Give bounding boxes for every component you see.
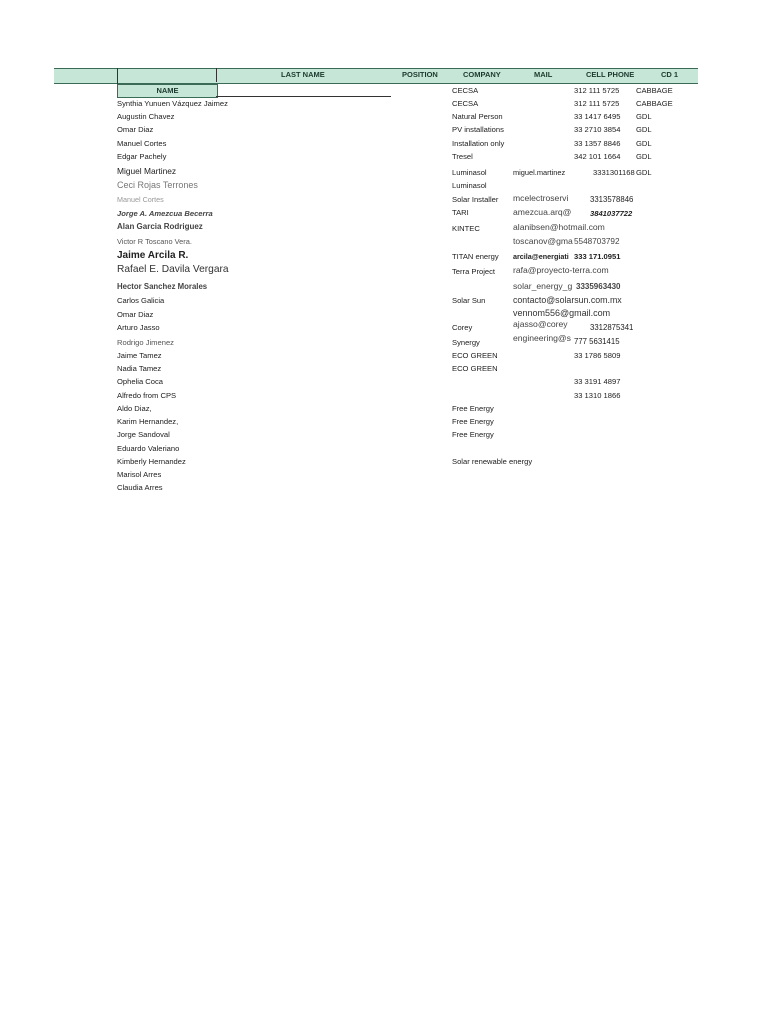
cell-name: Omar Diaz	[117, 310, 154, 319]
cell-mail: contacto@solarsun.com.mx	[513, 295, 622, 305]
cell-phone: 33 2710 3854	[574, 125, 621, 134]
cell-cd: GDL	[636, 168, 652, 177]
cell-name: Omar Diaz	[117, 125, 154, 134]
cell-company: CECSA	[452, 99, 479, 108]
cell-name: Claudia Arres	[117, 483, 163, 492]
cell-mail: toscanov@gma	[513, 236, 573, 246]
cell-company: Free Energy	[452, 417, 494, 426]
cell-cd: GDL	[636, 139, 652, 148]
col-header-position[interactable]: POSITION	[402, 70, 438, 79]
cell-company: TITAN energy	[452, 252, 499, 261]
cell-company: Tresel	[452, 152, 473, 161]
col-header-cd1[interactable]: CD 1	[661, 70, 679, 79]
cell-name: Jaime Tamez	[117, 351, 162, 360]
cell-name: Carlos Galicia	[117, 296, 165, 305]
cell-cd: GDL	[636, 125, 652, 134]
cell-name: Rodrigo Jimenez	[117, 338, 174, 347]
cell-phone: 33 3191 4897	[574, 377, 621, 386]
cell-mail: ajasso@corey	[513, 319, 568, 329]
cell-phone: 3331301168	[593, 168, 635, 177]
cell-company: Solar Installer	[452, 195, 499, 204]
cell-mail: arcila@energiati	[513, 252, 569, 261]
cell-name: Aldo Diaz,	[117, 404, 152, 413]
cell-name: Marisol Arres	[117, 470, 162, 479]
cell-mail: rafa@proyecto-terra.com	[513, 265, 609, 275]
cell-phone: 342 101 1664	[574, 152, 621, 161]
cell-phone: 5548703792	[574, 237, 620, 246]
cell-cd: CABBAGE	[636, 99, 673, 108]
cell-company: Natural Person	[452, 112, 503, 121]
cell-company: Corey	[452, 323, 473, 332]
cell-name: Jorge Sandoval	[117, 430, 170, 439]
col-header-name[interactable]: NAME	[117, 84, 218, 98]
cell-name: Ceci Rojas Terrones	[117, 180, 198, 190]
cell-company: Luminasol	[452, 168, 487, 177]
col-header-last-name[interactable]: LAST NAME	[281, 70, 325, 79]
cell-phone: 3335963430	[576, 282, 621, 291]
cell-company: Luminasol	[452, 181, 487, 190]
cell-company: Installation only	[452, 139, 505, 148]
cell-phone: 312 111 5725	[574, 86, 620, 95]
cell-mail: mcelectroservi	[513, 193, 569, 203]
cell-company: PV installations	[452, 125, 504, 134]
col-header-mail[interactable]: MAIL	[534, 70, 553, 79]
cell-mail: miguel.martinez	[513, 168, 566, 177]
cell-name: Edgar Pachely	[117, 152, 167, 161]
cell-phone: 312 111 5725	[574, 99, 620, 108]
cell-company: KINTEC	[452, 224, 480, 233]
cell-company: Free Energy	[452, 404, 494, 413]
cell-phone: 3313578846	[590, 195, 634, 204]
cell-company: TARI	[452, 208, 469, 217]
cell-name: Manuel Cortes	[117, 139, 167, 148]
cell-name: Karim Hernandez,	[117, 417, 179, 426]
cell-mail: solar_energy_g	[513, 281, 573, 291]
cell-company: Terra Project	[452, 267, 496, 276]
cell-name: Kimberly Hernandez	[117, 457, 186, 466]
cell-mail: engineering@s	[513, 333, 571, 343]
cell-name: Synthia Yunuen Vázquez Jaimez	[117, 99, 228, 108]
cell-phone: 333 171.0951	[574, 252, 621, 261]
cell-name: Jaime Arcila R.	[117, 250, 189, 261]
cell-mail: amezcua.arq@	[513, 207, 572, 217]
cell-name: Eduardo Valeriano	[117, 444, 180, 453]
cell-phone: 3312875341	[590, 323, 634, 332]
cell-cd: GDL	[636, 152, 652, 161]
cell-phone: 33 1786 5809	[574, 351, 621, 360]
cell-phone: 777 5631415	[574, 337, 620, 346]
cell-name: Augustin Chavez	[117, 112, 175, 121]
cell-company: Solar renewable energy	[452, 457, 533, 466]
cell-company: Synergy	[452, 338, 480, 347]
cell-company: Solar Sun	[452, 296, 486, 305]
cell-name: Alfredo from CPS	[117, 391, 177, 400]
cell-name: Nadia Tamez	[117, 364, 162, 373]
cell-phone: 33 1357 8846	[574, 139, 621, 148]
col-header-company[interactable]: COMPANY	[463, 70, 501, 79]
cell-phone: 33 1417 6495	[574, 112, 621, 121]
cell-mail: vennom556@gmail.com	[513, 308, 611, 318]
cell-name: Jorge A. Amezcua Becerra	[117, 209, 213, 218]
cell-name: Manuel Cortes	[117, 195, 164, 204]
cell-name: Miguel Martinez	[117, 166, 177, 176]
cell-cd: GDL	[636, 112, 652, 121]
name-underline	[216, 96, 391, 97]
cell-mail: alanibsen@hotmail.com	[513, 222, 605, 232]
cell-name: Hector Sanchez Morales	[117, 282, 208, 291]
cell-cd: CABBAGE	[636, 86, 673, 95]
cell-name: Rafael E. Davila Vergara	[117, 264, 229, 275]
cell-company: ECO GREEN	[452, 364, 498, 373]
cell-name: Arturo Jasso	[117, 323, 160, 332]
cell-phone: 33 1310 1866	[574, 391, 621, 400]
col-header-cell-phone[interactable]: CELL PHONE	[586, 70, 635, 79]
cell-company: Free Energy	[452, 430, 494, 439]
cell-name: Victor R Toscano Vera.	[117, 237, 192, 246]
cell-name: Ophelia Coca	[117, 377, 164, 386]
cell-company: ECO GREEN	[452, 351, 498, 360]
cell-phone: 3841037722	[590, 209, 633, 218]
cell-name: Alan Garcia Rodriguez	[117, 222, 203, 231]
header-divider	[216, 68, 217, 82]
cell-company: CECSA	[452, 86, 479, 95]
